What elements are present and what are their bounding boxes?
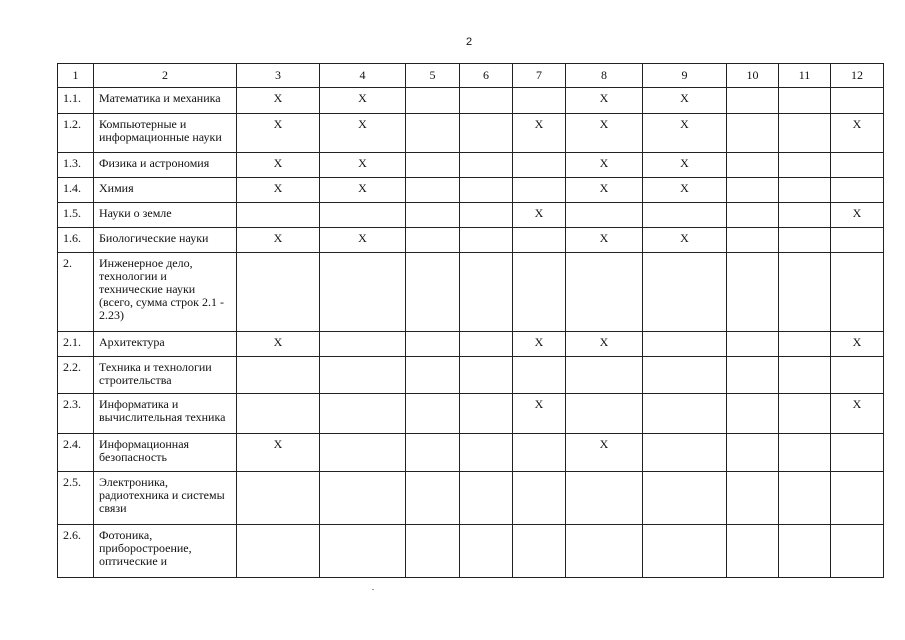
row-name: Фотоника, приборостроение, оптические и <box>94 525 237 578</box>
mark-cell <box>460 153 513 178</box>
mark-cell <box>460 357 513 394</box>
table-row <box>58 332 884 357</box>
mark-cell <box>513 472 566 525</box>
column-header-3: 3 <box>237 64 320 88</box>
mark-cell <box>320 394 406 434</box>
mark-cell <box>779 357 831 394</box>
mark-cell: X <box>237 178 320 203</box>
mark-cell <box>406 114 460 153</box>
header-row <box>58 64 884 88</box>
row-number: 1.2. <box>58 114 94 153</box>
mark-cell <box>831 434 884 472</box>
table-row <box>58 114 884 153</box>
mark-cell: X <box>320 228 406 253</box>
mark-cell: X <box>566 228 643 253</box>
mark-cell <box>831 88 884 114</box>
column-header-1: 1 <box>58 64 94 88</box>
mark-cell: X <box>643 88 727 114</box>
column-header-9: 9 <box>643 64 727 88</box>
mark-cell <box>643 253 727 332</box>
row-number: 1.4. <box>58 178 94 203</box>
mark-cell <box>406 153 460 178</box>
mark-cell: X <box>237 88 320 114</box>
mark-cell <box>460 203 513 228</box>
column-header-10: 10 <box>727 64 779 88</box>
column-header-6: 6 <box>460 64 513 88</box>
table-row <box>58 88 884 114</box>
row-number: 2.6. <box>58 525 94 578</box>
mark-cell: X <box>513 394 566 434</box>
mark-cell <box>727 394 779 434</box>
mark-cell <box>779 253 831 332</box>
row-name: Информационная безопасность <box>94 434 237 472</box>
mark-cell <box>831 253 884 332</box>
mark-cell <box>320 332 406 357</box>
mark-cell <box>727 114 779 153</box>
mark-cell: X <box>831 114 884 153</box>
mark-cell <box>727 434 779 472</box>
mark-cell <box>831 357 884 394</box>
mark-cell: X <box>566 114 643 153</box>
mark-cell <box>320 203 406 228</box>
mark-cell <box>460 228 513 253</box>
mark-cell <box>566 253 643 332</box>
row-number: 2.4. <box>58 434 94 472</box>
mark-cell <box>779 114 831 153</box>
mark-cell <box>643 472 727 525</box>
column-header-7: 7 <box>513 64 566 88</box>
mark-cell <box>460 434 513 472</box>
mark-cell <box>406 332 460 357</box>
mark-cell <box>460 88 513 114</box>
mark-cell <box>831 153 884 178</box>
mark-cell <box>566 357 643 394</box>
mark-cell <box>406 228 460 253</box>
mark-cell: X <box>237 153 320 178</box>
mark-cell: X <box>320 153 406 178</box>
mark-cell <box>406 357 460 394</box>
mark-cell <box>779 434 831 472</box>
mark-cell <box>779 178 831 203</box>
mark-cell: X <box>320 178 406 203</box>
mark-cell: X <box>237 332 320 357</box>
column-header-12: 12 <box>831 64 884 88</box>
row-number: 2.5. <box>58 472 94 525</box>
mark-cell <box>513 434 566 472</box>
row-number: 2.1. <box>58 332 94 357</box>
mark-cell <box>320 253 406 332</box>
mark-cell <box>513 153 566 178</box>
mark-cell <box>831 178 884 203</box>
mark-cell <box>566 394 643 434</box>
row-name: Биологические науки <box>94 228 237 253</box>
mark-cell <box>406 178 460 203</box>
mark-cell: X <box>237 114 320 153</box>
mark-cell <box>727 253 779 332</box>
mark-cell <box>406 253 460 332</box>
mark-cell: X <box>513 203 566 228</box>
row-number: 1.1. <box>58 88 94 114</box>
mark-cell <box>831 525 884 578</box>
mark-cell <box>460 114 513 153</box>
table-row <box>58 153 884 178</box>
mark-cell: X <box>831 332 884 357</box>
table-row <box>58 228 884 253</box>
mark-cell: X <box>566 88 643 114</box>
column-header-8: 8 <box>566 64 643 88</box>
mark-cell <box>513 525 566 578</box>
row-name: Науки о земле <box>94 203 237 228</box>
mark-cell <box>727 472 779 525</box>
mark-cell <box>779 228 831 253</box>
mark-cell <box>406 525 460 578</box>
table-row <box>58 525 884 578</box>
mark-cell <box>460 253 513 332</box>
mark-cell <box>237 203 320 228</box>
mark-cell <box>513 253 566 332</box>
mark-cell <box>320 434 406 472</box>
table-row <box>58 203 884 228</box>
row-number: 1.6. <box>58 228 94 253</box>
row-number: 1.3. <box>58 153 94 178</box>
mark-cell <box>779 88 831 114</box>
mark-cell <box>460 472 513 525</box>
mark-cell <box>460 178 513 203</box>
mark-cell <box>513 357 566 394</box>
mark-cell <box>406 394 460 434</box>
column-header-2: 2 <box>94 64 237 88</box>
mark-cell <box>643 434 727 472</box>
mark-cell <box>727 153 779 178</box>
row-name: Электроника, радиотехника и системы связи <box>94 472 237 525</box>
mark-cell <box>320 525 406 578</box>
scan-speck <box>372 589 374 590</box>
mark-cell <box>406 472 460 525</box>
mark-cell <box>237 472 320 525</box>
mark-cell <box>831 228 884 253</box>
mark-cell <box>727 332 779 357</box>
mark-cell <box>643 394 727 434</box>
mark-cell <box>237 525 320 578</box>
row-name: Математика и механика <box>94 88 237 114</box>
row-number: 1.5. <box>58 203 94 228</box>
row-name: Информатика и вычислительная техника <box>94 394 237 434</box>
table-row <box>58 357 884 394</box>
mark-cell <box>779 525 831 578</box>
mark-cell <box>460 394 513 434</box>
mark-cell <box>831 472 884 525</box>
mark-cell <box>779 203 831 228</box>
mark-cell <box>566 472 643 525</box>
mark-cell <box>237 253 320 332</box>
mark-cell <box>513 88 566 114</box>
mark-cell: X <box>237 434 320 472</box>
mark-cell <box>643 525 727 578</box>
mark-cell <box>727 203 779 228</box>
mark-cell <box>460 525 513 578</box>
mark-cell: X <box>566 434 643 472</box>
mark-cell <box>727 228 779 253</box>
mark-cell <box>566 203 643 228</box>
page-number: 2 <box>465 36 473 48</box>
mark-cell <box>406 88 460 114</box>
mark-cell: X <box>643 114 727 153</box>
row-name: Техника и технологии строительства <box>94 357 237 394</box>
mark-cell: X <box>566 153 643 178</box>
mark-cell <box>513 228 566 253</box>
table-row <box>58 178 884 203</box>
mark-cell: X <box>513 114 566 153</box>
mark-cell: X <box>831 203 884 228</box>
mark-cell <box>727 525 779 578</box>
table-row <box>58 434 884 472</box>
mark-cell <box>643 357 727 394</box>
row-name: Физика и астрономия <box>94 153 237 178</box>
table-row <box>58 472 884 525</box>
data-table <box>57 63 884 578</box>
mark-cell: X <box>643 153 727 178</box>
mark-cell <box>513 178 566 203</box>
row-name: Химия <box>94 178 237 203</box>
column-header-11: 11 <box>779 64 831 88</box>
column-header-4: 4 <box>320 64 406 88</box>
mark-cell <box>643 332 727 357</box>
row-name: Архитектура <box>94 332 237 357</box>
table-row <box>58 253 884 332</box>
mark-cell <box>643 203 727 228</box>
row-number: 2. <box>58 253 94 332</box>
mark-cell <box>460 332 513 357</box>
row-number: 2.2. <box>58 357 94 394</box>
mark-cell <box>566 525 643 578</box>
mark-cell <box>727 357 779 394</box>
row-name: Компьютерные и информационные науки <box>94 114 237 153</box>
mark-cell: X <box>566 332 643 357</box>
table-row <box>58 394 884 434</box>
mark-cell <box>779 472 831 525</box>
column-header-5: 5 <box>406 64 460 88</box>
row-number: 2.3. <box>58 394 94 434</box>
mark-cell <box>237 357 320 394</box>
mark-cell: X <box>831 394 884 434</box>
mark-cell: X <box>566 178 643 203</box>
mark-cell: X <box>237 228 320 253</box>
row-name: Инженерное дело, технологии и технические науки (всего, сумма строк 2.1 - 2.23) <box>94 253 237 332</box>
mark-cell <box>727 178 779 203</box>
mark-cell <box>320 472 406 525</box>
mark-cell <box>727 88 779 114</box>
mark-cell <box>406 203 460 228</box>
mark-cell <box>779 332 831 357</box>
mark-cell: X <box>643 178 727 203</box>
mark-cell <box>406 434 460 472</box>
mark-cell <box>237 394 320 434</box>
mark-cell <box>779 394 831 434</box>
mark-cell: X <box>513 332 566 357</box>
mark-cell: X <box>643 228 727 253</box>
mark-cell <box>320 357 406 394</box>
mark-cell: X <box>320 88 406 114</box>
mark-cell <box>779 153 831 178</box>
mark-cell: X <box>320 114 406 153</box>
